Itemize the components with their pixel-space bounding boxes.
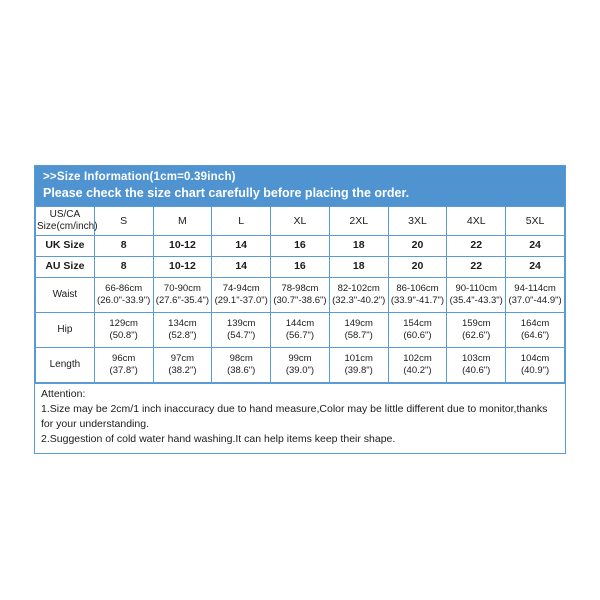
size-header-xl: XL bbox=[271, 207, 330, 236]
attention-section bbox=[35, 383, 565, 454]
waist-m-cm: 70-90cm bbox=[163, 283, 201, 295]
waist-xl-inch: (30.7"-38.6") bbox=[273, 294, 327, 306]
hip-l bbox=[212, 312, 271, 347]
size-header-4xl: 4XL bbox=[447, 207, 506, 236]
attention-line-2: 2.Suggestion of cold water hand washing.It can help items keep their shape. bbox=[41, 433, 396, 446]
au-size-xl: 16 bbox=[271, 256, 330, 277]
row-label-au-size: AU Size bbox=[36, 256, 95, 277]
row-label-length: Length bbox=[36, 347, 95, 382]
uk-size-3xl: 20 bbox=[388, 235, 447, 256]
length-4xl-cm: 103cm bbox=[461, 353, 491, 365]
waist-2xl bbox=[329, 277, 388, 312]
hip-l-cm: 139cm bbox=[226, 318, 256, 330]
hip-3xl-cm: 154cm bbox=[403, 318, 432, 330]
row-label-uk-size: UK Size bbox=[36, 235, 95, 256]
waist-3xl bbox=[388, 277, 447, 312]
hip-4xl-inch: (62.6") bbox=[462, 329, 491, 341]
table-header-row bbox=[36, 207, 565, 236]
hip-3xl bbox=[388, 312, 447, 347]
length-m bbox=[153, 347, 212, 382]
waist-l-inch: (29.1"-37.0") bbox=[214, 294, 268, 306]
length-5xl-inch: (40.9") bbox=[520, 364, 550, 376]
au-size-4xl: 22 bbox=[447, 256, 506, 277]
corner-header-line2: Size(cm/inch) bbox=[37, 220, 98, 232]
waist-s-cm: 66-86cm bbox=[105, 283, 143, 295]
hip-s-inch: (50.8") bbox=[109, 329, 138, 341]
size-chart-table bbox=[35, 206, 565, 383]
hip-m-inch: (52.8") bbox=[168, 329, 197, 341]
hip-4xl bbox=[447, 312, 506, 347]
length-4xl bbox=[447, 347, 506, 382]
hip-xl-inch: (56.7") bbox=[285, 329, 315, 341]
table-row-waist bbox=[36, 277, 565, 312]
waist-s-inch: (26.0"-33.9") bbox=[97, 294, 151, 306]
length-4xl-inch: (40.6") bbox=[462, 364, 491, 376]
row-label-hip: Hip bbox=[36, 312, 95, 347]
table-row-length bbox=[36, 347, 565, 382]
hip-m bbox=[153, 312, 212, 347]
waist-3xl-inch: (33.9"-41.7") bbox=[390, 294, 445, 306]
hip-3xl-inch: (60.6") bbox=[403, 329, 432, 341]
size-chart-instruction: Please check the size chart carefully before placing the order. bbox=[35, 184, 565, 206]
waist-4xl bbox=[447, 277, 506, 312]
waist-l bbox=[212, 277, 271, 312]
table-row-hip bbox=[36, 312, 565, 347]
length-2xl bbox=[329, 347, 388, 382]
attention-heading: Attention: bbox=[41, 387, 86, 400]
waist-3xl-cm: 86-106cm bbox=[396, 283, 439, 295]
waist-l-cm: 74-94cm bbox=[222, 283, 260, 295]
length-l-cm: 98cm bbox=[229, 353, 253, 365]
uk-size-s: 8 bbox=[94, 235, 153, 256]
hip-s bbox=[94, 312, 153, 347]
length-l-inch: (38.6") bbox=[227, 364, 256, 376]
waist-s bbox=[94, 277, 153, 312]
size-header-s: S bbox=[94, 207, 153, 236]
table-row-au-size bbox=[36, 256, 565, 277]
waist-m-inch: (27.6"-35.4") bbox=[155, 294, 210, 306]
au-size-l: 14 bbox=[212, 256, 271, 277]
size-header-2xl: 2XL bbox=[329, 207, 388, 236]
row-label-waist: Waist bbox=[36, 277, 95, 312]
length-2xl-inch: (39.8") bbox=[344, 364, 373, 376]
waist-xl-cm: 78-98cm bbox=[281, 283, 319, 295]
size-information-title: >>Size Information(1cm=0.39inch) bbox=[35, 166, 565, 184]
length-3xl bbox=[388, 347, 447, 382]
hip-5xl-inch: (64.6") bbox=[520, 329, 550, 341]
uk-size-xl: 16 bbox=[271, 235, 330, 256]
length-s-inch: (37.8") bbox=[109, 364, 138, 376]
uk-size-4xl: 22 bbox=[447, 235, 506, 256]
corner-header-line1: US/CA bbox=[49, 209, 81, 220]
attention-line-1: 1.Size may be 2cm/1 inch inaccuracy due to hand measure,Color may be little different due to monitor,thanks for your understanding. bbox=[41, 402, 548, 431]
length-xl-inch: (39.0") bbox=[285, 364, 315, 376]
hip-l-inch: (54.7") bbox=[227, 329, 256, 341]
size-header-m: M bbox=[153, 207, 212, 236]
length-s-cm: 96cm bbox=[112, 353, 136, 365]
hip-2xl-cm: 149cm bbox=[344, 318, 373, 330]
length-m-inch: (38.2") bbox=[168, 364, 197, 376]
uk-size-m: 10-12 bbox=[153, 235, 212, 256]
length-xl bbox=[271, 347, 330, 382]
length-3xl-cm: 102cm bbox=[403, 353, 432, 365]
waist-m bbox=[153, 277, 212, 312]
corner-header bbox=[36, 207, 98, 236]
waist-2xl-inch: (32.3"-40.2") bbox=[332, 294, 386, 306]
length-5xl bbox=[506, 347, 565, 382]
au-size-3xl: 20 bbox=[388, 256, 447, 277]
au-size-2xl: 18 bbox=[329, 256, 388, 277]
length-5xl-cm: 104cm bbox=[520, 353, 550, 365]
length-xl-cm: 99cm bbox=[288, 353, 312, 365]
uk-size-5xl: 24 bbox=[506, 235, 565, 256]
uk-size-2xl: 18 bbox=[329, 235, 388, 256]
hip-2xl bbox=[329, 312, 388, 347]
hip-5xl bbox=[506, 312, 565, 347]
length-s bbox=[94, 347, 153, 382]
length-3xl-inch: (40.2") bbox=[403, 364, 432, 376]
waist-4xl-inch: (35.4"-43.3") bbox=[449, 294, 503, 306]
length-l bbox=[212, 347, 271, 382]
size-header-3xl: 3XL bbox=[388, 207, 447, 236]
hip-m-cm: 134cm bbox=[168, 318, 197, 330]
au-size-s: 8 bbox=[94, 256, 153, 277]
waist-5xl-inch: (37.0"-44.9") bbox=[508, 294, 562, 306]
waist-5xl bbox=[506, 277, 565, 312]
hip-4xl-cm: 159cm bbox=[461, 318, 491, 330]
hip-2xl-inch: (58.7") bbox=[344, 329, 373, 341]
hip-xl-cm: 144cm bbox=[285, 318, 315, 330]
size-header-l: L bbox=[212, 207, 271, 236]
table-row-uk-size bbox=[36, 235, 565, 256]
hip-xl bbox=[271, 312, 330, 347]
size-chart-card bbox=[34, 165, 566, 454]
waist-xl bbox=[271, 277, 330, 312]
uk-size-l: 14 bbox=[212, 235, 271, 256]
size-header-5xl: 5XL bbox=[506, 207, 565, 236]
waist-5xl-cm: 94-114cm bbox=[514, 283, 556, 295]
waist-4xl-cm: 90-110cm bbox=[455, 283, 498, 295]
length-m-cm: 97cm bbox=[170, 353, 195, 365]
au-size-m: 10-12 bbox=[153, 256, 212, 277]
length-2xl-cm: 101cm bbox=[344, 353, 373, 365]
hip-s-cm: 129cm bbox=[109, 318, 138, 330]
au-size-5xl: 24 bbox=[506, 256, 565, 277]
hip-5xl-cm: 164cm bbox=[520, 318, 550, 330]
waist-2xl-cm: 82-102cm bbox=[337, 283, 380, 295]
